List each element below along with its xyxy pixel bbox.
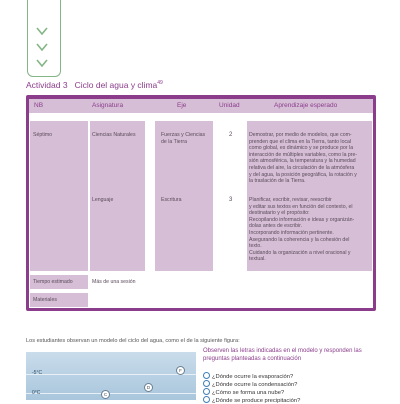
question-item bbox=[203, 388, 284, 396]
isotherm-line bbox=[26, 374, 196, 375]
learning-line: Demostrar, por medio de modelos, que com- bbox=[249, 132, 352, 138]
learning-line: y editar sus textos en función del contexto, el bbox=[249, 203, 353, 210]
learning-line: prenden que el clima en la Tierra, tanto local bbox=[249, 138, 352, 145]
header-axis: Eje bbox=[177, 102, 187, 109]
learning-line: Planificar, escribir, revisar, reescribir bbox=[249, 197, 332, 203]
learning-line: dolas antes de escribir. bbox=[249, 223, 303, 230]
table-body bbox=[29, 99, 373, 308]
question-text: ¿Dónde ocurre la condensación? bbox=[212, 382, 298, 388]
marker-f: F bbox=[176, 366, 185, 375]
axis-1-line: Fuerzas y Ciencias bbox=[161, 132, 206, 138]
marker-d: D bbox=[144, 383, 153, 392]
chevron-down-icon bbox=[35, 24, 49, 38]
bullet-icon bbox=[203, 388, 210, 395]
learning-line: relativa del aire, la circulación de la atmósfera bbox=[249, 164, 355, 171]
learning-line: y del agua, la posición geográfica, la rotación y bbox=[249, 171, 357, 178]
level-value: Séptimo bbox=[33, 132, 53, 138]
subject-2: Lenguaje bbox=[92, 197, 114, 203]
header-subject: Asignatura bbox=[92, 102, 124, 109]
activity-name: Ciclo del agua y clima bbox=[74, 80, 158, 90]
time-value: Más de una sesión bbox=[92, 279, 136, 285]
temperature-label: 0°C bbox=[32, 390, 41, 396]
learning-1 bbox=[249, 132, 357, 185]
footnote-ref: 49 bbox=[157, 80, 163, 87]
activity-number: Actividad 3 bbox=[26, 80, 68, 90]
time-label: Tiempo estimado bbox=[33, 279, 73, 285]
subject-cell bbox=[90, 121, 145, 271]
learning-line: la traslación de la Tierra. bbox=[249, 178, 306, 185]
chevron-down-icon bbox=[35, 56, 49, 70]
learning-line: texto. bbox=[249, 243, 262, 250]
header-nb: NB bbox=[34, 102, 44, 109]
subject-1: Ciencias Naturales bbox=[92, 132, 136, 138]
header-learning: Aprendizaje esperado bbox=[274, 102, 338, 109]
question-text: ¿Dónde ocurre la evaporación? bbox=[212, 374, 294, 380]
learning-line: sión atmosférica, la temperatura y la humedad bbox=[249, 158, 356, 165]
water-cycle-diagram bbox=[26, 352, 196, 400]
learning-line: Incorporando información pertinente. bbox=[249, 229, 334, 236]
header-unit: Unidad bbox=[219, 102, 240, 109]
activity-table bbox=[26, 95, 376, 311]
axis-2-line: Escritura bbox=[161, 197, 182, 203]
instruction-text: Observen las letras indicadas en el modelo y responden las preguntas planteadas a continuación bbox=[203, 348, 362, 362]
activity-title bbox=[26, 80, 163, 90]
learning-line: como global, es dinámico y se produce por la bbox=[249, 145, 354, 152]
level-cell bbox=[30, 121, 88, 271]
learning-line: destinatario y el propósito: bbox=[249, 210, 310, 217]
intro-paragraph: Los estudiantes observan un modelo del ciclo del agua, como el de la siguiente figura: bbox=[26, 338, 240, 344]
question-text: ¿Dónde se produce precipitación? bbox=[212, 398, 301, 404]
bullet-icon bbox=[203, 372, 210, 379]
question-item bbox=[203, 380, 297, 388]
question-text: ¿Cómo se forma una nube? bbox=[212, 390, 285, 396]
learning-line: Recopilando información e ideas y organizán- bbox=[249, 216, 355, 223]
axis-1-line: de la Tierra bbox=[161, 138, 187, 145]
learning-2 bbox=[249, 197, 354, 263]
unit-2: 3 bbox=[229, 197, 233, 203]
learning-line: interacción de múltiples variables, como la pre- bbox=[249, 151, 358, 158]
learning-line: Cuidando la organización a nivel oracional y bbox=[249, 249, 351, 256]
learning-line: textual. bbox=[249, 256, 266, 263]
bullet-icon bbox=[203, 380, 210, 387]
axis-1 bbox=[161, 132, 205, 145]
chevron-down-icon bbox=[35, 40, 49, 54]
question-item bbox=[203, 372, 293, 380]
unit-1: 2 bbox=[229, 132, 233, 138]
materials-label: Materiales bbox=[33, 297, 57, 303]
question-item bbox=[203, 396, 300, 404]
learning-line: Asegurando la coherencia y la cohesión del bbox=[249, 236, 350, 243]
isotherm-line bbox=[26, 393, 196, 394]
marker-c: C bbox=[101, 390, 110, 399]
temperature-label: -5°C bbox=[32, 370, 43, 376]
axis-2 bbox=[161, 197, 181, 204]
